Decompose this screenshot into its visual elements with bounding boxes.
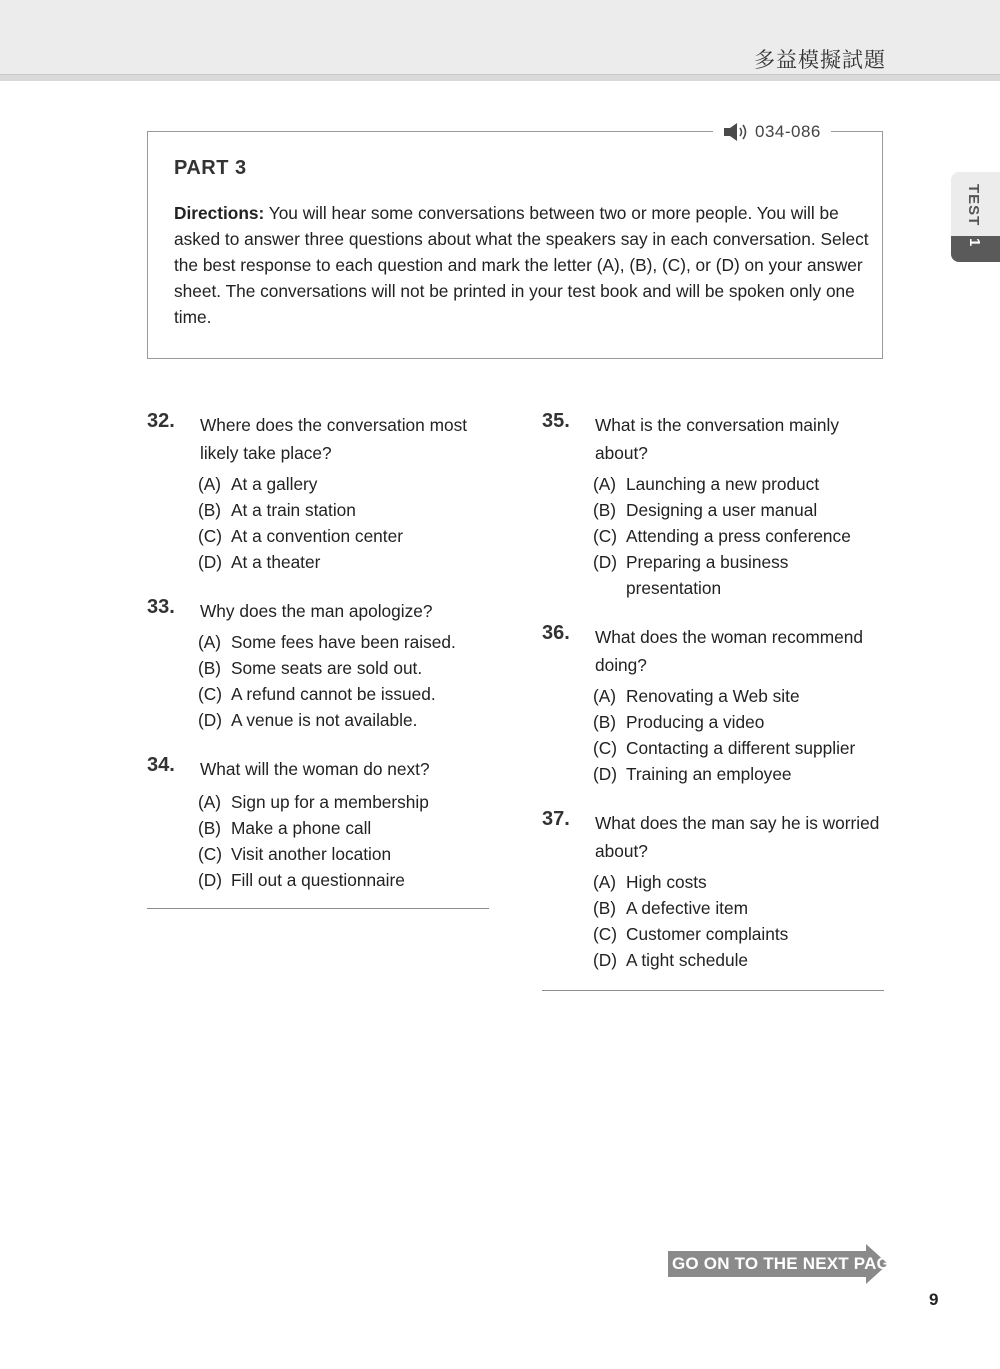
option-letter: (C) [198, 844, 222, 864]
audio-track-tag [713, 119, 831, 145]
option-text: At a train station [231, 500, 356, 520]
question-text: Why does the man apologize? [200, 601, 433, 621]
side-tab-label: TEST [965, 184, 982, 227]
option-text: Sign up for a membership [231, 792, 429, 812]
answer-option [198, 815, 491, 841]
answer-option [198, 523, 491, 549]
speaker-icon [723, 122, 749, 142]
next-page-label: GO ON TO THE NEXT PAGE [672, 1254, 902, 1273]
option-letter: (A) [198, 792, 222, 812]
page-number: 9 [929, 1290, 939, 1309]
answer-option [198, 681, 491, 707]
answer-option [198, 549, 491, 575]
option-letter: (C) [593, 526, 617, 546]
header-rule [0, 74, 1000, 81]
question-number: 34. [147, 754, 175, 776]
option-letter: (D) [593, 764, 617, 784]
answer-option [593, 683, 886, 709]
option-text: A tight schedule [626, 950, 749, 970]
option-text: Visit another location [231, 844, 392, 864]
answer-options [593, 471, 886, 601]
option-text: Preparing a business presentation [626, 552, 789, 598]
option-text: A defective item [626, 898, 748, 918]
option-text: Customer complaints [626, 924, 789, 944]
question-text: What does the man say he is worried about? [595, 813, 880, 861]
answer-option [593, 523, 886, 549]
question-text: What does the woman recommend doing? [595, 627, 863, 675]
left-column-end-rule [147, 908, 489, 909]
option-text: Producing a video [626, 712, 765, 732]
option-text: At a theater [231, 552, 321, 572]
audio-track-number: 034-086 [755, 122, 821, 141]
question-number: 36. [542, 622, 570, 644]
option-text: At a gallery [231, 474, 318, 494]
option-letter: (A) [198, 474, 222, 494]
option-letter: (A) [198, 632, 222, 652]
option-text: A refund cannot be issued. [231, 684, 436, 704]
directions-text [174, 200, 874, 330]
side-tab-number: 1 [966, 238, 983, 247]
test-side-tab [951, 172, 1000, 262]
option-text: Fill out a questionnaire [231, 870, 405, 890]
part-heading: PART 3 [174, 157, 247, 179]
answer-option [198, 497, 491, 523]
question-text: What is the conversation mainly about? [595, 415, 839, 463]
option-text: Launching a new product [626, 474, 820, 494]
option-letter: (D) [198, 870, 222, 890]
option-text: A venue is not available. [231, 710, 418, 730]
option-text: Some seats are sold out. [231, 658, 423, 678]
answer-option [593, 497, 886, 523]
option-text: Some fees have been raised. [231, 632, 456, 652]
answer-option [593, 761, 886, 787]
option-letter: (B) [198, 500, 222, 520]
option-letter: (D) [593, 552, 617, 572]
option-letter: (A) [593, 686, 617, 706]
option-letter: (C) [198, 684, 222, 704]
option-letter: (B) [593, 500, 617, 520]
option-text: Renovating a Web site [626, 686, 800, 706]
book-title: 多益模擬試題 [754, 48, 886, 72]
answer-option [198, 789, 491, 815]
option-text: High costs [626, 872, 707, 892]
option-letter: (B) [593, 712, 617, 732]
question-number: 37. [542, 808, 570, 830]
question-number: 33. [147, 596, 175, 618]
answer-options [593, 869, 886, 973]
option-text: Designing a user manual [626, 500, 818, 520]
answer-option [593, 895, 886, 921]
answer-options [198, 789, 491, 893]
option-letter: (C) [593, 738, 617, 758]
answer-option [198, 471, 491, 497]
answer-option [198, 629, 491, 655]
option-text: Training an employee [626, 764, 792, 784]
directions-label: Directions: [174, 203, 265, 223]
question-text: Where does the conversation most likely take place? [200, 415, 468, 463]
answer-option [593, 471, 886, 497]
side-tab-number-box [951, 236, 1000, 262]
option-letter: (C) [593, 924, 617, 944]
option-text: Attending a press conference [626, 526, 851, 546]
answer-option [198, 841, 491, 867]
option-letter: (A) [593, 474, 617, 494]
question-number: 35. [542, 410, 570, 432]
answer-option [593, 735, 886, 761]
option-letter: (D) [198, 552, 222, 572]
question-number: 32. [147, 410, 175, 432]
option-letter: (B) [198, 818, 222, 838]
option-text: Contacting a different supplier [626, 738, 856, 758]
answer-option [593, 921, 886, 947]
answer-option [593, 947, 886, 973]
option-text: Make a phone call [231, 818, 372, 838]
answer-option [198, 655, 491, 681]
option-text: At a convention center [231, 526, 403, 546]
answer-options [198, 471, 491, 575]
option-letter: (D) [593, 950, 617, 970]
option-letter: (D) [198, 710, 222, 730]
answer-options [198, 629, 491, 733]
answer-option [593, 549, 886, 601]
right-column-end-rule [542, 990, 884, 991]
answer-option [593, 869, 886, 895]
option-letter: (B) [593, 898, 617, 918]
option-letter: (C) [198, 526, 222, 546]
answer-options [593, 683, 886, 787]
answer-option [198, 867, 491, 893]
answer-option [198, 707, 491, 733]
option-letter: (A) [593, 872, 617, 892]
answer-option [593, 709, 886, 735]
option-letter: (B) [198, 658, 222, 678]
question-text: What will the woman do next? [200, 759, 430, 779]
directions-body: You will hear some conversations between two or more people. You will be asked to answer three questions about what the speakers say in each conversation. Select the best response to each question and mark the letter (A), (B), (C), or (D) on your answer sheet. The conversations will not be printed in your test book and will be spoken only one time. [174, 203, 869, 327]
